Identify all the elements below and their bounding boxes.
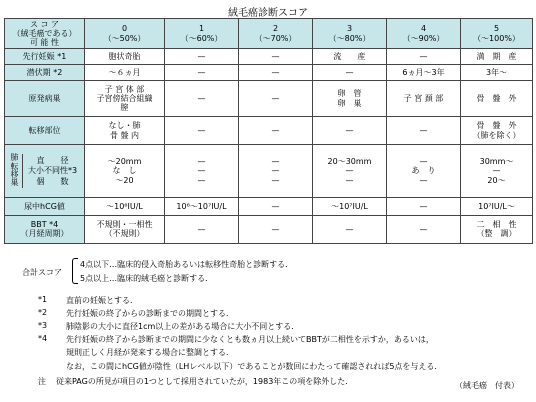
header-col-3: 3 （～80%） <box>313 19 387 49</box>
note-mark: 注 <box>38 377 46 386</box>
table-row <box>5 197 533 215</box>
table-cell: 3年～ <box>461 65 533 81</box>
table-cell: ～20mm な し ～20 <box>85 145 165 198</box>
row-label-latency: 潜伏期 *2 <box>5 65 85 81</box>
note-text: なお，この間にhCG値が陰性（LHレベル以下）であることが数回にわたって確認されれば5点を与える． <box>66 362 443 371</box>
table-cell: — <box>387 197 461 215</box>
summary-line-1: 4点以下…臨床的侵入奇胎あるいは転移性奇胎と診断する． <box>80 260 294 269</box>
note-text: 先行妊娠の終了からの診断までの期間とする． <box>66 309 234 318</box>
table-cell: 満 期 産 <box>461 49 533 65</box>
header-col-0: 0 （～50%） <box>85 19 165 49</box>
header-col-4: 4 （～90%） <box>387 19 461 49</box>
table-cell: 10⁷IU/L～ <box>461 197 533 215</box>
table-cell: 二 相 性 （整 調） <box>461 215 533 243</box>
source-caption: （絨毛癌 付表） <box>455 381 519 390</box>
row-label-urinary-hcg: 尿中hCG値 <box>5 197 85 215</box>
notes-section <box>0 240 536 402</box>
note-mark: *1 <box>38 295 48 304</box>
row-label-bbt: BBT *4 （月経周期） <box>5 215 85 243</box>
table-cell: — <box>165 117 239 145</box>
table-cell: — — — <box>239 145 313 198</box>
table-cell: 30mm～ — 20～ <box>461 145 533 198</box>
table-cell: 子 宮 頚 部 <box>387 81 461 117</box>
table-cell: ～６ヵ月 <box>85 65 165 81</box>
table-cell: — <box>387 49 461 65</box>
header-row <box>5 19 533 49</box>
table-cell: 不規則・一相性 （不規則） <box>85 215 165 243</box>
table-cell: 卵 管 卵 巣 <box>313 81 387 117</box>
table-row <box>5 145 533 198</box>
row-label-lung-metastasis <box>5 145 85 198</box>
table-cell: ～10⁶IU/L <box>85 197 165 215</box>
table-cell: — <box>387 215 461 243</box>
note-text: 直前の妊娠とする． <box>66 296 138 305</box>
table-cell: — <box>165 81 239 117</box>
page-title: 絨毛癌診断スコア <box>228 8 308 19</box>
table-cell: — <box>239 117 313 145</box>
header-score-probability: ス コ ア （絨毛癌である） 可 能 性 <box>5 19 85 49</box>
table-row <box>5 117 533 145</box>
note-text: 先行妊娠の終了から診断までの期間に少なくとも数ヵ月以上続いてBBTが二相性を示すか，あるいは， <box>66 335 434 344</box>
table-cell: — <box>239 81 313 117</box>
table-cell: — <box>313 65 387 81</box>
table-cell: 骨 盤 外 （肺を除く） <box>461 117 533 145</box>
header-col-5: 5 （～100%） <box>461 19 533 49</box>
table-cell: 骨 盤 外 <box>461 81 533 117</box>
table-cell: なし・肺 骨 盤 内 <box>85 117 165 145</box>
table-cell: — <box>313 117 387 145</box>
summary-brace <box>72 258 78 284</box>
header-col-2: 2 （～70%） <box>239 19 313 49</box>
table-cell: 子 宮 体 部 子宮傍結合組織 膣 <box>85 81 165 117</box>
note-text: 規則正しく月経が発来する場合に整調とする． <box>66 348 234 357</box>
note-text: 従来PAGの所見が項目の1つとして採用されていたが，1983年この項を除外した． <box>56 377 354 386</box>
row-label-metastasis-site: 転移部位 <box>5 117 85 145</box>
score-table <box>4 18 533 244</box>
sub-label-count: 個 数 <box>36 176 69 186</box>
note-mark: *4 <box>38 334 48 343</box>
table-cell: 10⁶～10⁷IU/L <box>165 197 239 215</box>
summary-line-2: 5点以上…臨床的絨毛癌と診断する． <box>80 274 214 283</box>
sub-label-diameter: 直 径 <box>36 155 69 165</box>
table-cell: — <box>165 215 239 243</box>
table-cell: — あ り — <box>387 145 461 198</box>
table-cell: ～10⁷IU/L <box>313 197 387 215</box>
table-cell: — <box>165 49 239 65</box>
header-col-1: 1 （～60%） <box>165 19 239 49</box>
note-mark: *2 <box>38 308 48 317</box>
table-row <box>5 81 533 117</box>
row-label-primary-lesion: 原発病巣 <box>5 81 85 117</box>
note-mark: *3 <box>38 321 48 330</box>
table-cell: 胞状奇胎 <box>85 49 165 65</box>
row-label-prior-pregnancy: 先行妊娠 *1 <box>5 49 85 65</box>
summary-label: 合計スコア <box>22 268 62 277</box>
table-row <box>5 49 533 65</box>
table-cell: — — — <box>165 145 239 198</box>
sub-label-size-variation: 大小不同性*3 <box>27 166 78 176</box>
table-cell: 20～30mm — — <box>313 145 387 198</box>
table-cell: — <box>239 197 313 215</box>
note-text: 肺陰影の大小に直径1cm以上の差がある場合に大小不同とする． <box>66 322 300 331</box>
table-cell: — <box>239 49 313 65</box>
table-cell: — <box>387 117 461 145</box>
table-cell: 流 産 <box>313 49 387 65</box>
table-cell: — <box>239 65 313 81</box>
table-cell: — <box>313 215 387 243</box>
table-cell: — <box>165 65 239 81</box>
table-cell: — <box>239 215 313 243</box>
table-cell: 6ヵ月～3年 <box>387 65 461 81</box>
table-row <box>5 65 533 81</box>
lung-metastasis-label: 肺 転 移 巣 <box>7 154 23 188</box>
